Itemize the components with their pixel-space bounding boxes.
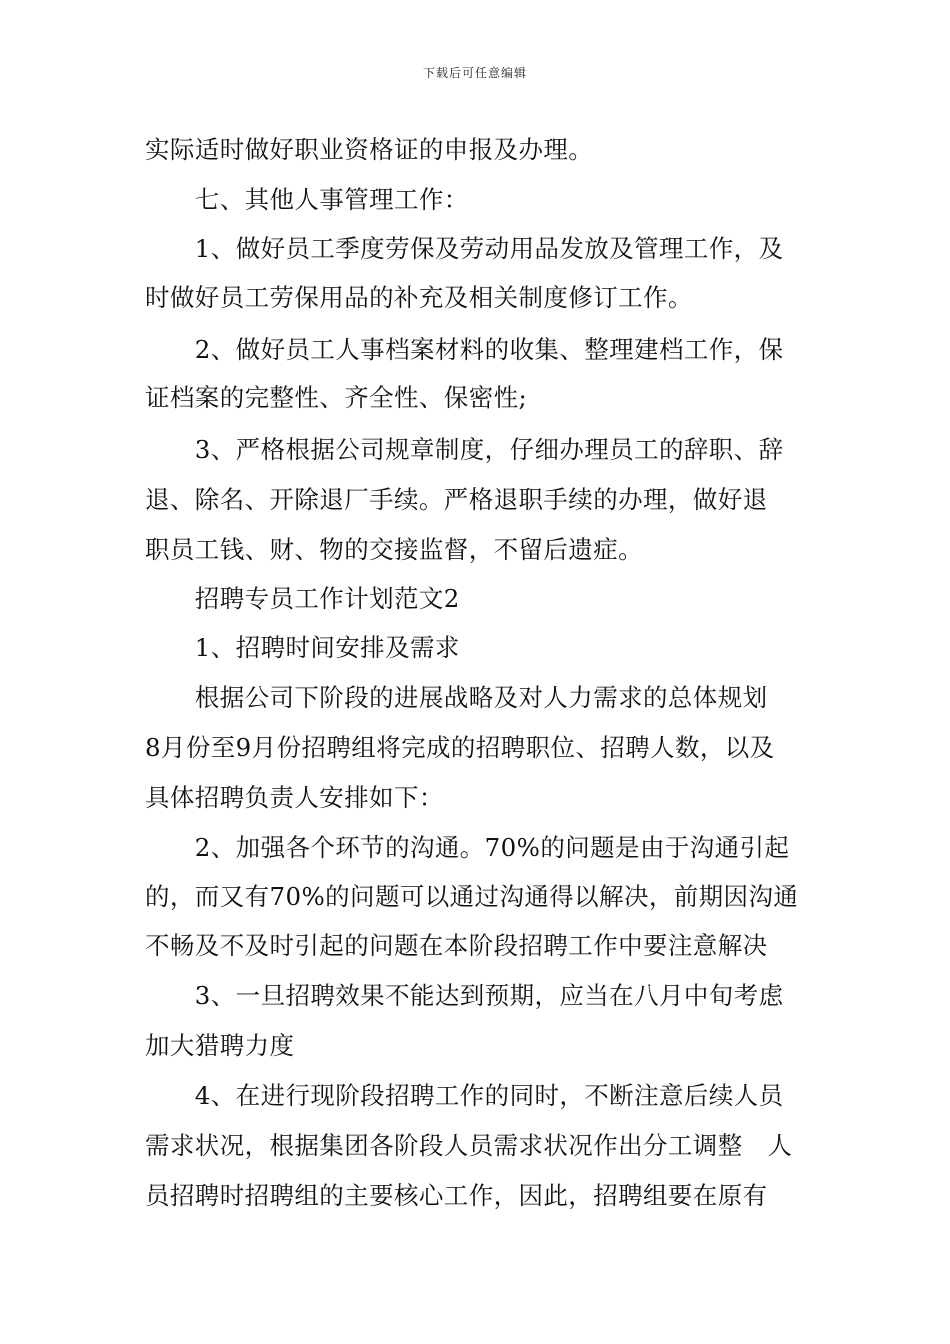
text-line: 2、做好员工人事档案材料的收集、整理建档工作，保 [145,335,784,364]
text-line: 1、做好员工季度劳保及劳动用品发放及管理工作，及 [145,234,784,263]
text-line: 1、招聘时间安排及需求 [145,633,460,662]
text-line: 不畅及不及时引起的问题在本阶段招聘工作中要注意解决 [145,931,768,960]
text-line: 实际适时做好职业资格证的申报及办理。 [145,135,594,164]
text-line: 2、加强各个环节的沟通。70%的问题是由于沟通引起 [145,833,790,862]
text-line: 8月份至9月份招聘组将完成的招聘职位、招聘人数，以及 [145,733,775,762]
text-line: 加大猎聘力度 [145,1031,295,1060]
text-line: 职员工钱、财、物的交接监督，不留后遗症。 [145,535,643,564]
text-line: 员招聘时招聘组的主要核心工作，因此，招聘组要在原有 [145,1181,768,1210]
text-line: 的，而又有70%的问题可以通过沟通得以解决，前期因沟通 [145,882,799,911]
text-line: 3、一旦招聘效果不能达到预期，应当在八月中旬考虑 [145,981,784,1010]
text-line: 时做好员工劳保用品的补充及相关制度修订工作。 [145,283,693,312]
text-line: 证档案的完整性、齐全性、保密性; [145,383,528,412]
text-line: 根据公司下阶段的进展战略及对人力需求的总体规划 [145,683,768,712]
text-line: 需求状况，根据集团各阶段人员需求状况作出分工调整 人 [145,1131,793,1160]
text-line: 4、在进行现阶段招聘工作的同时，不断注意后续人员 [145,1081,784,1110]
text-line: 具体招聘负责人安排如下： [145,783,444,812]
page-header-caption: 下载后可任意编辑 [422,66,527,80]
text-line: 招聘专员工作计划范文2 [145,584,460,613]
text-line: 退、除名、开除退厂手续。严格退职手续的办理，做好退 [145,485,768,514]
text-line: 3、严格根据公司规章制度，仔细办理员工的辞职、辞 [145,435,784,464]
text-line: 七、其他人事管理工作： [145,185,469,214]
